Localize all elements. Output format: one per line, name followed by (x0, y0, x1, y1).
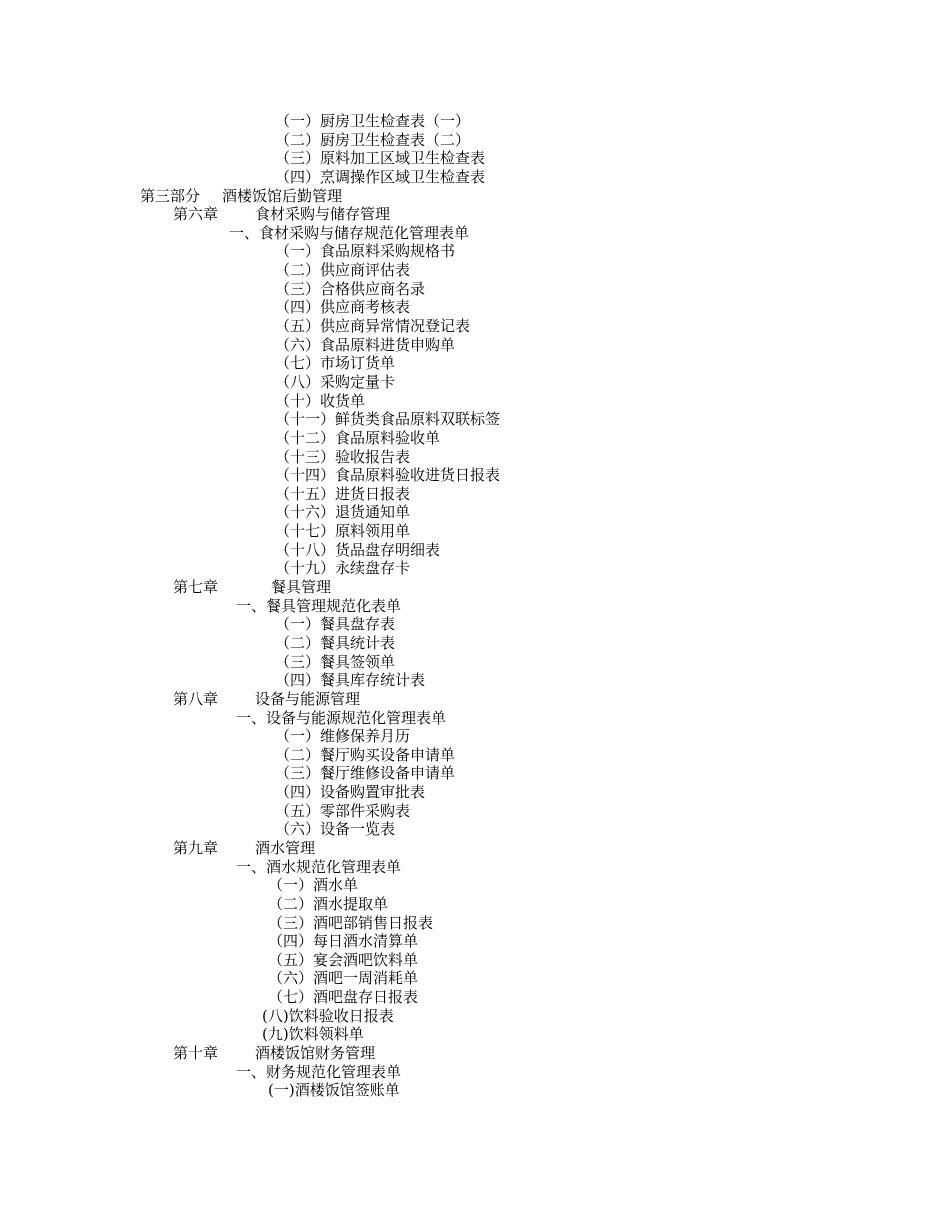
toc-title: （一）餐具盘存表 (275, 615, 396, 634)
toc-item (0, 1081, 950, 1100)
toc-title: 一、设备与能源规范化管理表单 (236, 708, 447, 727)
toc-title: （七）市场订货单 (275, 354, 396, 373)
toc-title: 设备与能源管理 (255, 689, 361, 708)
table-of-contents (0, 112, 950, 1100)
toc-title: （二）厨房卫生检查表（二） (275, 130, 471, 149)
toc-chapter (0, 578, 950, 597)
toc-title: （二）酒水提取单 (268, 894, 389, 913)
toc-number: 第六章 (173, 205, 219, 224)
toc-title: 酒水管理 (255, 838, 316, 857)
toc-title: （二）餐具统计表 (275, 633, 396, 652)
toc-title: （三）餐具签领单 (275, 652, 396, 671)
toc-title: （十九）永续盘存卡 (275, 559, 411, 578)
toc-item (0, 522, 950, 541)
toc-item (0, 317, 950, 336)
toc-item (0, 485, 950, 504)
toc-number: 第十章 (173, 1044, 219, 1063)
toc-title: 一、财务规范化管理表单 (236, 1062, 402, 1081)
toc-title: （六）酒吧一周消耗单 (268, 969, 419, 988)
toc-section (0, 597, 950, 616)
toc-number: 第三部分 (140, 186, 201, 205)
toc-title: （五）宴会酒吧饮料单 (268, 950, 419, 969)
toc-title: 一、酒水规范化管理表单 (236, 857, 402, 876)
toc-title: （三）餐厅维修设备申请单 (275, 764, 456, 783)
toc-title: （一）维修保养月历 (275, 727, 411, 746)
toc-title: （十）收货单 (275, 391, 366, 410)
toc-title: （二）餐厅购买设备申请单 (275, 745, 456, 764)
toc-title: （十一）鲜货类食品原料双联标签 (275, 410, 501, 429)
toc-section (0, 858, 950, 877)
toc-chapter (0, 839, 950, 858)
toc-item (0, 876, 950, 895)
toc-item (0, 112, 950, 131)
toc-item (0, 951, 950, 970)
toc-item (0, 634, 950, 653)
toc-item (0, 541, 950, 560)
toc-title: （四）设备购置审批表 (275, 783, 426, 802)
toc-title: （六）食品原料进货申购单 (275, 335, 456, 354)
toc-title: （一）酒水单 (268, 876, 359, 895)
toc-part (0, 187, 950, 206)
toc-title: （四）每日酒水清算单 (268, 932, 419, 951)
toc-item (0, 615, 950, 634)
toc-title: （十八）货品盘存明细表 (275, 540, 441, 559)
toc-title: （二）供应商评估表 (275, 261, 411, 280)
toc-title: （三）酒吧部销售日报表 (268, 913, 434, 932)
toc-item (0, 261, 950, 280)
toc-item (0, 820, 950, 839)
toc-title: （三）合格供应商名录 (275, 279, 426, 298)
toc-number: 第七章 (173, 578, 219, 597)
toc-title: （十四）食品原料验收进货日报表 (275, 466, 501, 485)
toc-number: 第八章 (173, 689, 219, 708)
toc-title: 酒楼饭馆财务管理 (255, 1044, 376, 1063)
toc-item (0, 764, 950, 783)
toc-item (0, 746, 950, 765)
toc-title: （四）餐具库存统计表 (275, 671, 426, 690)
toc-title: （一）厨房卫生检查表（一） (275, 112, 471, 130)
toc-item (0, 503, 950, 522)
toc-title: （十六）退货通知单 (275, 503, 411, 522)
toc-item (0, 373, 950, 392)
toc-title: 一、食材采购与储存规范化管理表单 (229, 223, 470, 242)
toc-title: （四）烹调操作区域卫生检查表 (275, 167, 486, 186)
toc-number: 第九章 (173, 838, 219, 857)
toc-title: (八)饮料验收日报表 (262, 1006, 394, 1025)
toc-item (0, 932, 950, 951)
toc-item (0, 242, 950, 261)
toc-title: （十三）验收报告表 (275, 447, 411, 466)
toc-title: （七）酒吧盘存日报表 (268, 988, 419, 1007)
toc-item (0, 336, 950, 355)
toc-item (0, 727, 950, 746)
toc-item (0, 783, 950, 802)
toc-item (0, 298, 950, 317)
toc-item (0, 392, 950, 411)
toc-item (0, 1025, 950, 1044)
toc-title: (九)饮料领料单 (262, 1025, 364, 1044)
toc-title: （十二）食品原料验收单 (275, 428, 441, 447)
toc-chapter (0, 690, 950, 709)
toc-item (0, 653, 950, 672)
toc-title: （五）零部件采购表 (275, 801, 411, 820)
toc-item (0, 1007, 950, 1026)
toc-title: （六）设备一览表 (275, 820, 396, 839)
toc-title: （四）供应商考核表 (275, 298, 411, 317)
toc-item (0, 802, 950, 821)
toc-title: 餐具管理 (271, 578, 332, 597)
toc-item (0, 969, 950, 988)
toc-item (0, 131, 950, 150)
toc-title: （五）供应商异常情况登记表 (275, 317, 471, 336)
toc-section (0, 1063, 950, 1082)
toc-title: （三）原料加工区域卫生检查表 (275, 149, 486, 168)
toc-chapter (0, 1044, 950, 1063)
toc-item (0, 354, 950, 373)
toc-item (0, 988, 950, 1007)
toc-item (0, 895, 950, 914)
toc-item (0, 429, 950, 448)
toc-section (0, 709, 950, 728)
toc-item (0, 448, 950, 467)
toc-title: （十七）原料领用单 (275, 522, 411, 541)
toc-item (0, 671, 950, 690)
toc-title: 食材采购与储存管理 (255, 205, 391, 224)
toc-title: 酒楼饭馆后勤管理 (222, 186, 343, 205)
toc-title: （一）食品原料采购规格书 (275, 242, 456, 261)
toc-item (0, 914, 950, 933)
toc-title: （八）采购定量卡 (275, 372, 396, 391)
toc-chapter (0, 205, 950, 224)
toc-item (0, 168, 950, 187)
toc-item (0, 410, 950, 429)
toc-title: （十五）进货日报表 (275, 484, 411, 503)
toc-item (0, 466, 950, 485)
toc-title: 一、餐具管理规范化表单 (236, 596, 402, 615)
toc-item (0, 559, 950, 578)
toc-title: (一)酒楼饭馆签账单 (268, 1081, 400, 1100)
toc-section (0, 224, 950, 243)
toc-item (0, 149, 950, 168)
toc-item (0, 280, 950, 299)
